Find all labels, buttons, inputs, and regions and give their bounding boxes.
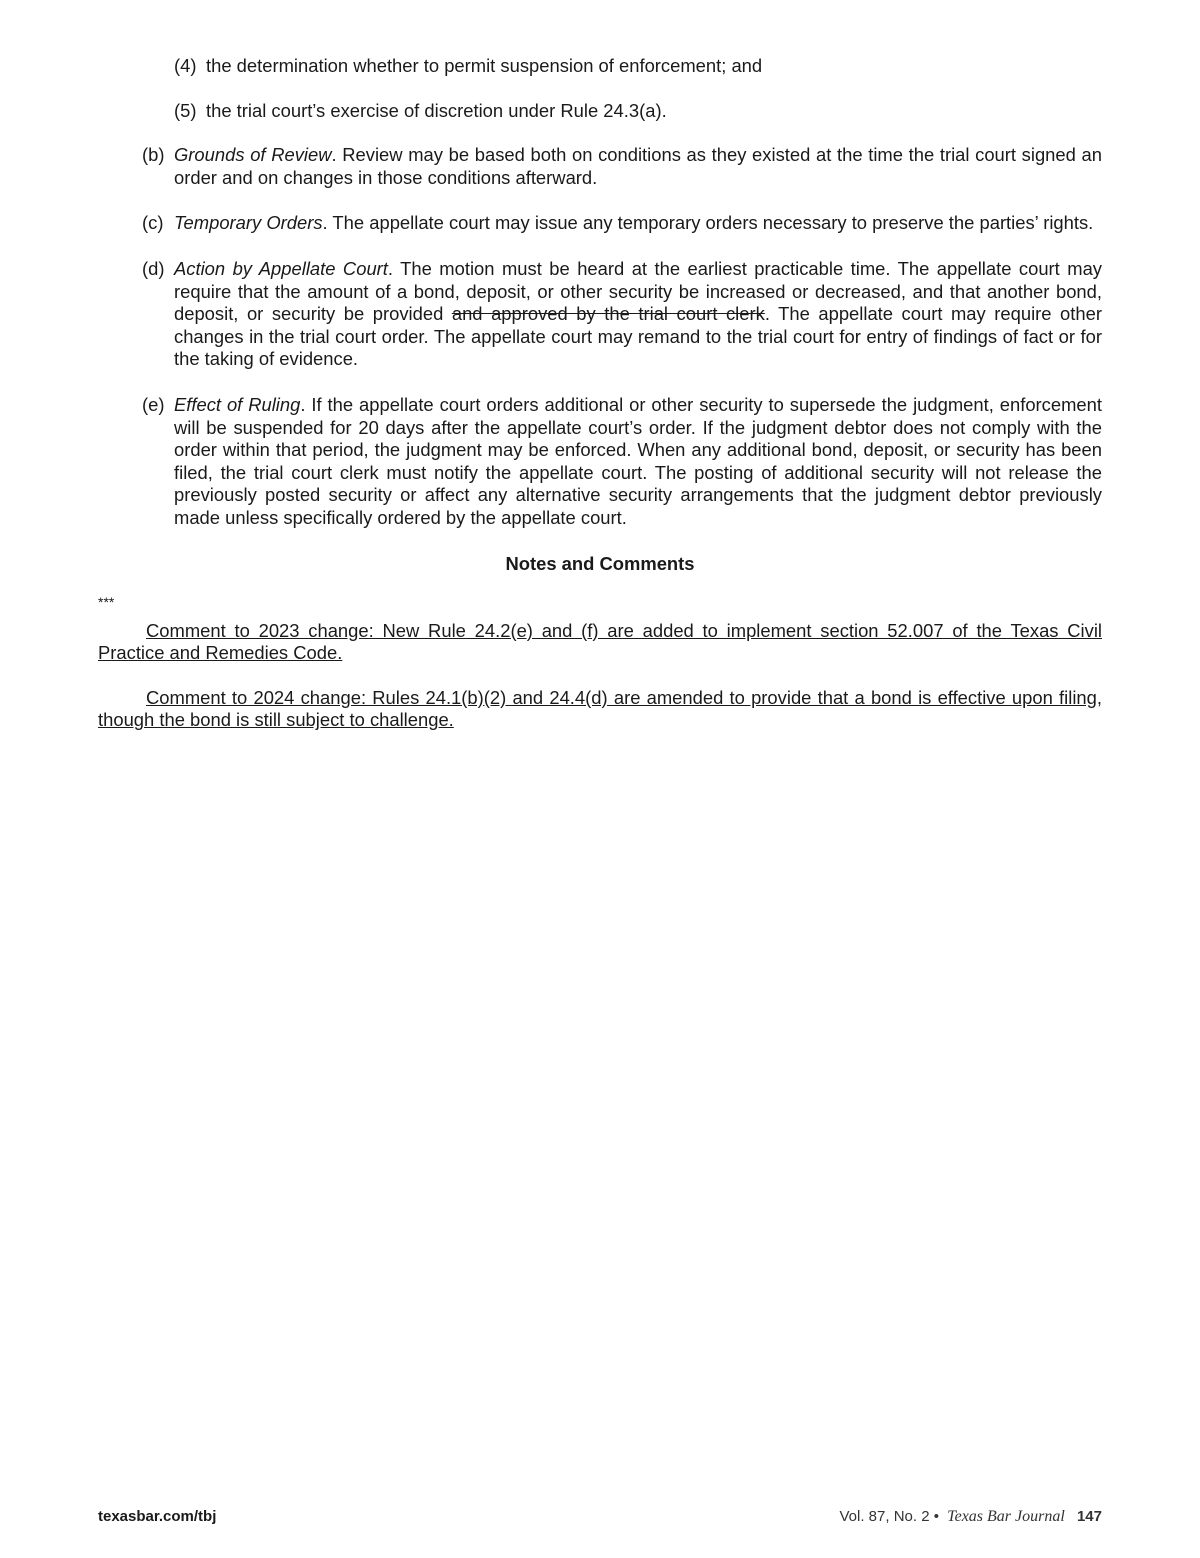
item-text: . The appellate court may issue any temporary orders necessary to preserve the parties’ rights.: [322, 212, 1094, 234]
item-b: [98, 144, 1102, 189]
item-text-cont: . The appellate court may require other changes in the trial court order. The appellate court may remand to the trial court for entry of findings of fact or for the taking of evidence.: [174, 303, 1102, 370]
item-label: (d): [142, 257, 165, 279]
item-label: (e): [142, 393, 165, 415]
struck-text: and approved by the trial court clerk: [451, 303, 765, 325]
footer-bullet: •: [933, 1508, 939, 1525]
item-title: Effect of Ruling: [174, 393, 301, 415]
item-text: the determination whether to permit suspension of enforcement; and: [206, 55, 763, 76]
item-label: (5): [174, 99, 197, 121]
item-title: Temporary Orders: [174, 212, 323, 234]
item-text: . Review may be based both on conditions as they existed at the time the trial court signed an order and on changes in those conditions afterward.: [174, 144, 1102, 188]
item-e: [98, 394, 1102, 530]
item-text: the trial court’s exercise of discretion under Rule 24.3(a).: [206, 99, 667, 121]
footer-journal: Texas Bar Journal: [947, 1508, 1065, 1525]
item-label: (c): [142, 212, 164, 234]
comment-2023: Comment to 2023 change: New Rule 24.2(e) and (f) are added to implement section 52.007 of the Texas Civil Practice and Remedies Code.: [98, 619, 1102, 664]
item-label: (b): [142, 144, 165, 166]
comment-2024: Comment to 2024 change: Rules 24.1(b)(2) and 24.4(d) are amended to provide that a bond is effective upon filing, though the bond is still subject to challenge.: [98, 686, 1102, 731]
page-number: 147: [1076, 1508, 1102, 1525]
item-text: . If the appellate court orders additional or other security to supersede the judgment, enforcement will be suspended for 20 days after the appellate court’s order. If the judgment debtor does not comply with the order within that period, the judgment may be enforced. When any additional bond, deposit, or security has been filed, the trial court clerk must notify the appellate court. The posting of additional security will not release the previously posted security or affect any alternative security arrangements that the judgment debtor previously made unless specifically ordered by the appellate court.: [174, 393, 1102, 528]
footer-url: texasbar.com/tbj: [98, 1508, 217, 1525]
item-c: [98, 212, 1102, 235]
footer-volume: Vol. 87, No. 2: [839, 1508, 930, 1525]
omission-stars: ***: [98, 594, 115, 611]
item-d: [98, 258, 1102, 371]
item-title: Action by Appellate Court: [174, 257, 388, 279]
item-label: (4): [174, 55, 197, 76]
item-text: . The motion must be heard at the earliest practicable time. The appellate court may require that the amount of a bond, deposit, or other security be increased or decreased, and that another bond, deposit, or security be provided: [174, 257, 1103, 325]
item-title: Grounds of Review: [174, 144, 332, 166]
notes-heading: Notes and Comments: [505, 552, 695, 574]
footer-citation: [839, 1507, 1102, 1527]
document-page: [98, 55, 1102, 754]
subitem-5: [98, 100, 1102, 123]
subitem-4: [98, 55, 1102, 78]
